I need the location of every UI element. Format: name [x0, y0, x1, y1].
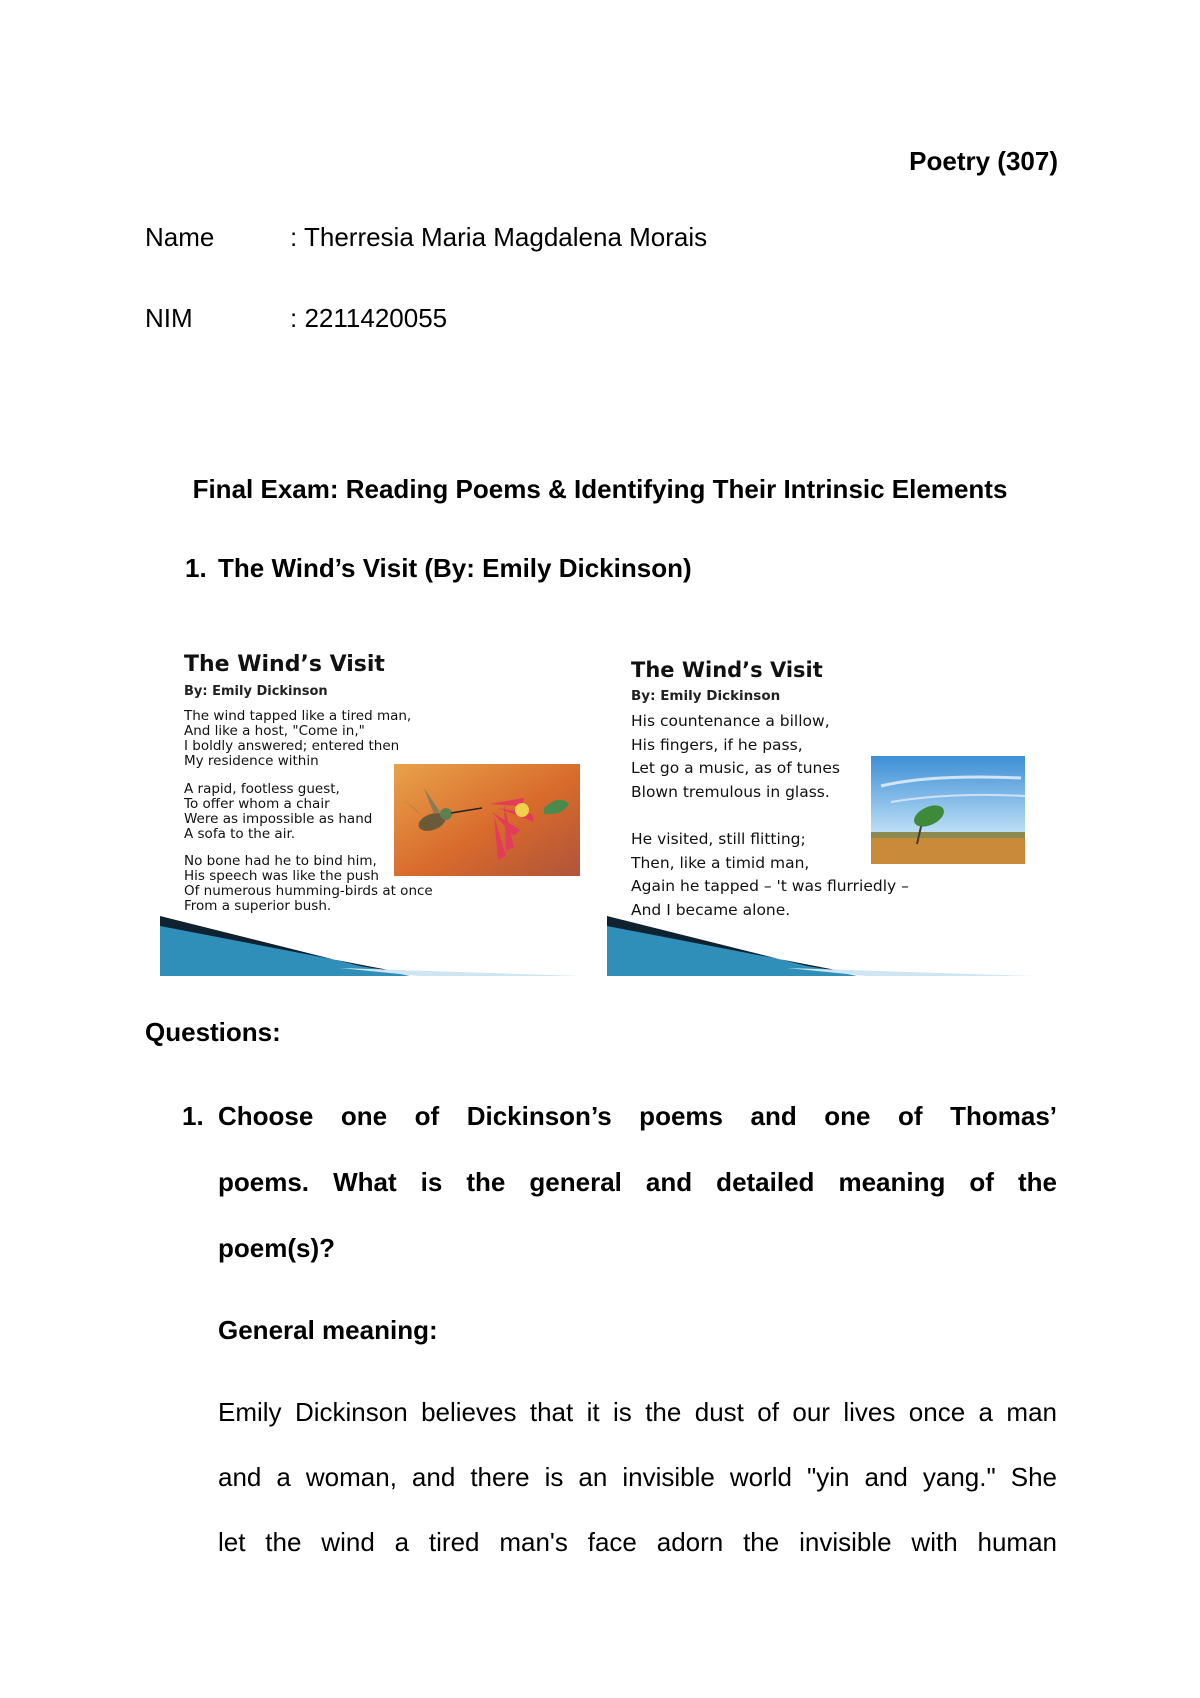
poem-line: To offer whom a chair — [184, 796, 330, 812]
name-value: : Therresia Maria Magdalena Morais — [290, 222, 708, 252]
nim-value: : 2211420055 — [290, 303, 448, 333]
answer-line: let the wind a tired man's face adorn the invisible with human — [218, 1527, 1057, 1557]
slide-decoration — [607, 916, 1035, 976]
section-number: 1. — [185, 553, 207, 583]
poem-line: No bone had he to bind him, — [184, 853, 377, 869]
answer-line: Emily Dickinson believes that it is the dust of our lives once a man — [218, 1397, 1057, 1427]
poem-line: His countenance a billow, — [631, 712, 830, 730]
name-label: Name — [145, 222, 215, 252]
question-line: Choose one of Dickinson’s poems and one of Thomas’ — [218, 1101, 1057, 1131]
poem-line: Again he tapped – 't was flurriedly – — [631, 877, 909, 895]
exam-title: Final Exam: Reading Poems & Identifying Their Intrinsic Elements — [192, 474, 1008, 504]
question-line: poem(s)? — [218, 1233, 335, 1263]
slide-title: The Wind’s Visit — [631, 658, 823, 682]
poem-line: A sofa to the air. — [184, 826, 296, 842]
poem-line: I boldly answered; entered then — [184, 738, 400, 754]
poem-line: Then, like a timid man, — [631, 853, 810, 872]
poem-line: His speech was like the push — [184, 868, 379, 884]
hummingbird-image — [394, 764, 580, 876]
poem-line: The wind tapped like a tired man, — [184, 708, 412, 724]
poem-stanza — [184, 709, 411, 769]
poem-line: And like a host, "Come in," — [184, 723, 365, 739]
windy-tree-image — [871, 756, 1025, 864]
poem-stanza — [184, 782, 372, 842]
poem-line: Blown tremulous in glass. — [631, 782, 830, 801]
poem-line: Were as impossible as hand — [184, 811, 373, 827]
slide-title: The Wind’s Visit — [184, 652, 385, 677]
answer-line: and a woman, and there is an invisible world "yin and yang." She — [218, 1462, 1057, 1492]
question-line: poems. What is the general and detailed meaning of the — [218, 1167, 1057, 1197]
question-number: 1. — [182, 1101, 204, 1131]
slide-byline: By: Emily Dickinson — [184, 684, 328, 699]
poem-stanza — [631, 828, 909, 922]
poem-line: From a superior bush. — [184, 898, 332, 914]
questions-heading: Questions: — [145, 1017, 281, 1047]
general-meaning-heading: General meaning: — [218, 1315, 438, 1345]
poem-line: And I became alone. — [631, 900, 791, 919]
poem-stanza — [631, 710, 840, 804]
poem-line: He visited, still flitting; — [631, 830, 806, 848]
section-heading — [185, 553, 692, 584]
section-title: The Wind’s Visit (By: Emily Dickinson) — [218, 553, 692, 583]
nim-label: NIM — [145, 303, 193, 333]
poem-slide-1 — [160, 640, 582, 976]
slide-decoration — [160, 916, 582, 976]
course-title: Poetry (307) — [909, 146, 1058, 176]
poem-slide-2 — [607, 640, 1035, 976]
poem-line: His fingers, if he pass, — [631, 735, 803, 754]
poem-line: My residence within — [184, 753, 319, 769]
poem-line: Of numerous humming-birds at once — [184, 883, 433, 899]
poem-line: A rapid, footless guest, — [184, 781, 340, 797]
poem-line: Let go a music, as of tunes — [631, 759, 840, 777]
slide-byline: By: Emily Dickinson — [631, 688, 781, 704]
